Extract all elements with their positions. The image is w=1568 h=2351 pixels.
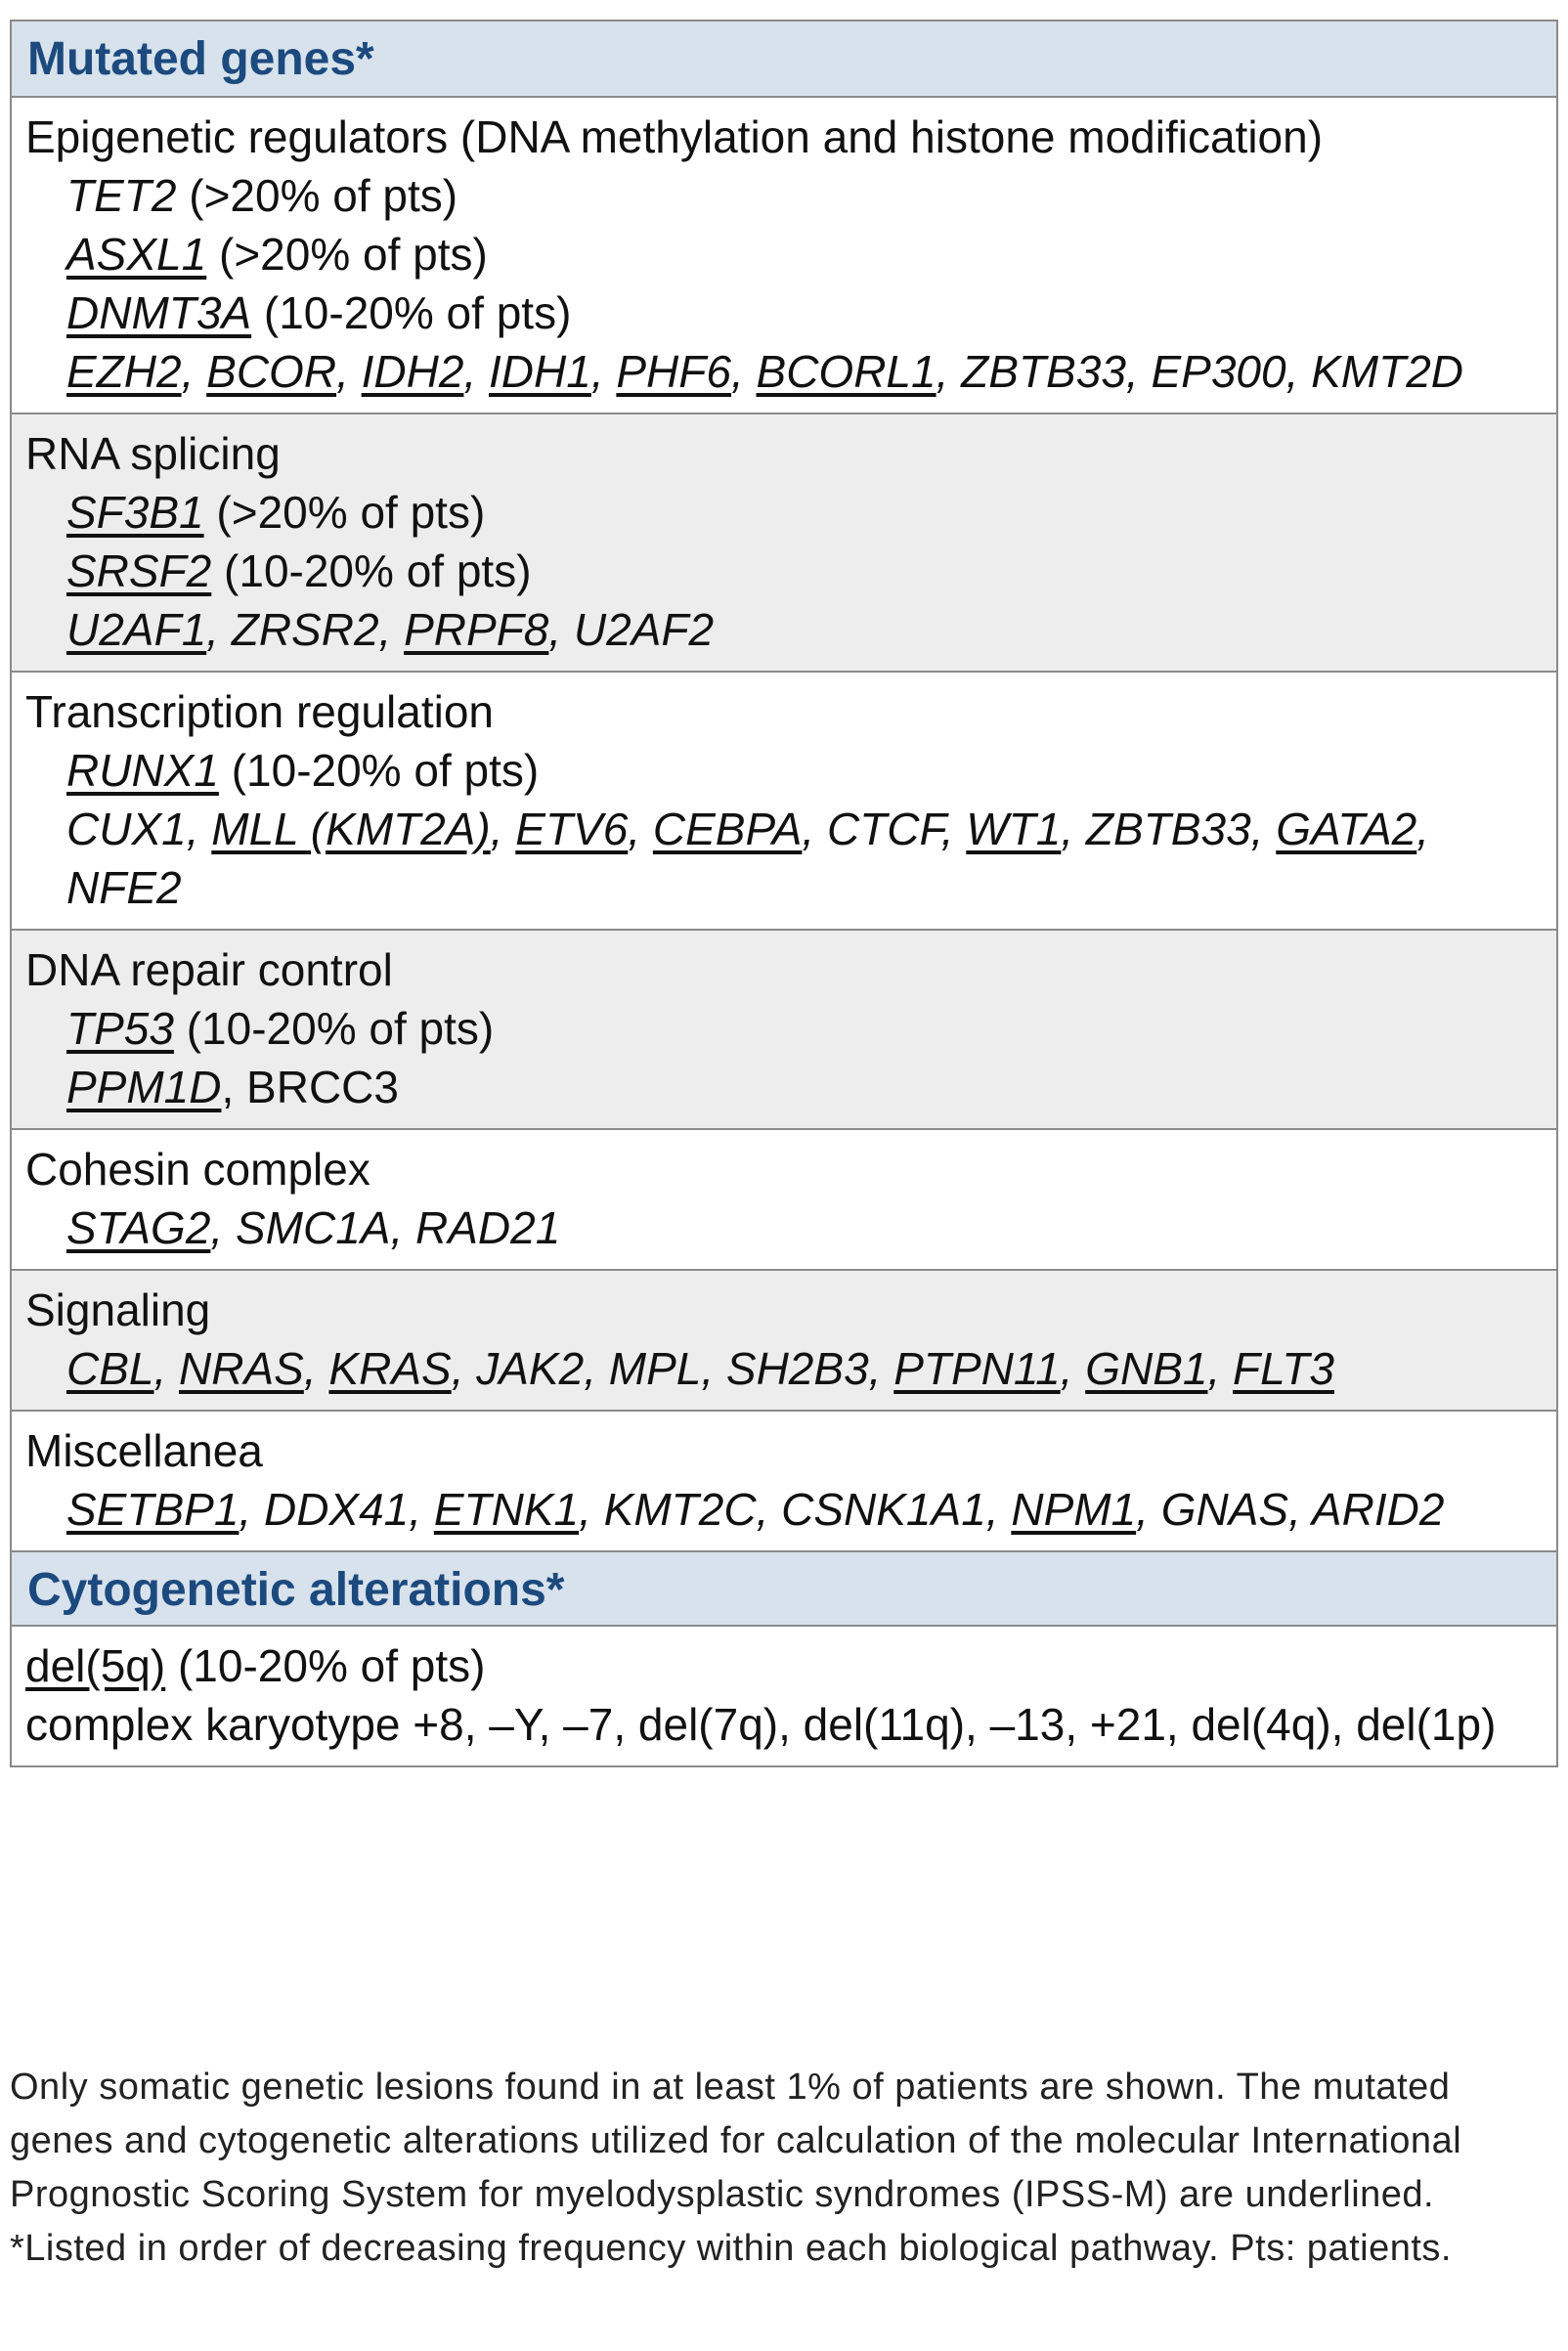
line-text: , [1207,1343,1234,1394]
line-text: , CTCF, [802,804,967,854]
ipssm-underlined-term: IDH1 [489,346,591,397]
gene-line [12,1695,1556,1754]
pathway-section [12,931,1556,1130]
ipssm-underlined-term: BCORL1 [756,346,936,397]
ipssm-underlined-term: STAG2 [66,1202,211,1253]
gene-line [12,999,1556,1058]
gene-line [12,800,1556,917]
line-text: , KMT2C, CSNK1A1, [579,1484,1012,1535]
cytogenetic-section [12,1627,1556,1765]
ipssm-underlined-term: TP53 [66,1003,174,1054]
ipssm-underlined-term: PHF6 [616,346,731,397]
gene-line [12,1636,1556,1695]
pathway-section [12,1271,1556,1412]
ipssm-underlined-term: ETV6 [515,804,629,854]
pathway-title: RNA splicing [25,428,281,479]
line-text: , [336,346,362,397]
pathway-title: Cohesin complex [25,1144,370,1195]
ipssm-underlined-term: DNMT3A [66,287,252,338]
gene-line [12,600,1556,659]
pathway-section [12,673,1556,931]
line-text: , U2AF2 [548,604,715,655]
line-text: (10-20% of pts) [173,1003,495,1054]
ipssm-underlined-term: SETBP1 [66,1484,240,1535]
gene-line [12,741,1556,800]
line-text: , [463,346,489,397]
gene-line [12,1339,1556,1398]
line-text: (>20% of pts) [206,229,488,280]
gene-line [12,225,1556,283]
line-text: , ZBTB33, EP300, KMT2D [936,346,1464,397]
ipssm-underlined-term: KRAS [328,1343,452,1394]
gene-line [12,283,1556,342]
pathway-section [12,1130,1556,1271]
ipssm-underlined-term: RUNX1 [66,745,219,796]
pathway-section [12,414,1556,673]
line-text: (>20% of pts) [176,170,458,221]
gene-line [12,542,1556,600]
line-text: , [1060,1343,1086,1394]
line-text: (10-20% of pts) [211,545,532,596]
line-text: , [590,346,617,397]
pathway-section [12,1412,1556,1550]
ipssm-underlined-term: GATA2 [1276,804,1417,854]
gene-line [12,342,1556,401]
table-footnote: Only somatic genetic lesions found in at least 1% of patients are shown. The mutated genes and cytogenetic alterations utilized for calculation of the molecular International Prognostic Scoring System for myelodysplastic syndromes (IPSS-M) are underlined. *Listed in order of decreasing frequency within each biological pathway. Pts: patients. [10,2067,1462,2269]
line-text: , ZRSR2, [206,604,405,655]
pathway-section [12,98,1556,414]
ipssm-underlined-term: CEBPA [652,804,803,854]
ipssm-underlined-term: PPM1D [66,1062,222,1112]
ipssm-underlined-term: BCOR [206,346,337,397]
gene-line [12,483,1556,542]
line-text: , DDX41, [239,1484,434,1535]
ipssm-underlined-term: SRSF2 [66,545,212,596]
mutated-genes-header: Mutated genes* [12,22,1556,98]
line-text: , SMC1A, RAD21 [210,1202,561,1253]
ipssm-underlined-term: WT1 [966,804,1062,854]
line-text: CUX1, [66,804,212,854]
ipssm-underlined-term: NRAS [179,1343,304,1394]
ipssm-underlined-term: del(5q) [25,1640,166,1691]
line-text: , JAK2, MPL, SH2B3, [451,1343,894,1394]
line-text: , ZBTB33, [1061,804,1277,854]
line-text: (10-20% of pts) [251,287,572,338]
line-text: TET2 [66,170,177,221]
ipssm-underlined-term: GNB1 [1085,1343,1208,1394]
pathway-title: Miscellanea [25,1425,263,1476]
line-text: (10-20% of pts) [218,745,540,796]
ipssm-underlined-term: NPM1 [1011,1484,1137,1535]
line-text: complex karyotype +8, –Y, –7, del(7q), del(11q), –13, +21, del(4q), del(1p) [25,1699,1497,1750]
line-text: (10-20% of pts) [165,1640,486,1691]
pathway-title: Transcription regulation [25,686,494,737]
ipssm-underlined-term: ETNK1 [433,1484,580,1535]
ipssm-underlined-term: IDH2 [361,346,464,397]
pathway-title: DNA repair control [25,944,393,995]
gene-line [12,166,1556,225]
line-text: , [490,804,516,854]
gene-line [12,1058,1556,1116]
ipssm-underlined-term: EZH2 [66,346,182,397]
line-text: , [730,346,757,397]
gene-line [12,1198,1556,1257]
line-text: , BRCC3 [221,1062,399,1112]
ipssm-underlined-term: U2AF1 [66,604,207,655]
ipssm-underlined-term: ASXL1 [66,229,207,280]
cytogenetic-header: Cytogenetic alterations* [12,1550,1556,1627]
gene-line [12,1480,1556,1539]
ipssm-underlined-term: PRPF8 [404,604,549,655]
line-text: (>20% of pts) [203,487,486,538]
ipssm-underlined-term: SF3B1 [66,487,204,538]
pathway-title: Epigenetic regulators (DNA methylation and histone modification) [25,111,1324,162]
ipssm-underlined-term: FLT3 [1233,1343,1334,1394]
line-text: , [303,1343,329,1394]
ipssm-underlined-term: PTPN11 [893,1343,1061,1394]
pathway-sections [12,98,1556,1550]
line-text: , [181,346,207,397]
pathway-title: Signaling [25,1284,211,1335]
ipssm-underlined-term: CBL [66,1343,154,1394]
line-text: , [153,1343,180,1394]
line-text: , [628,804,653,854]
line-text: , GNAS, ARID2 [1136,1484,1445,1535]
ipssm-underlined-term: MLL (KMT2A) [211,804,491,854]
line-text: , NFE2 [66,804,1429,913]
gene-table [10,20,1558,1767]
